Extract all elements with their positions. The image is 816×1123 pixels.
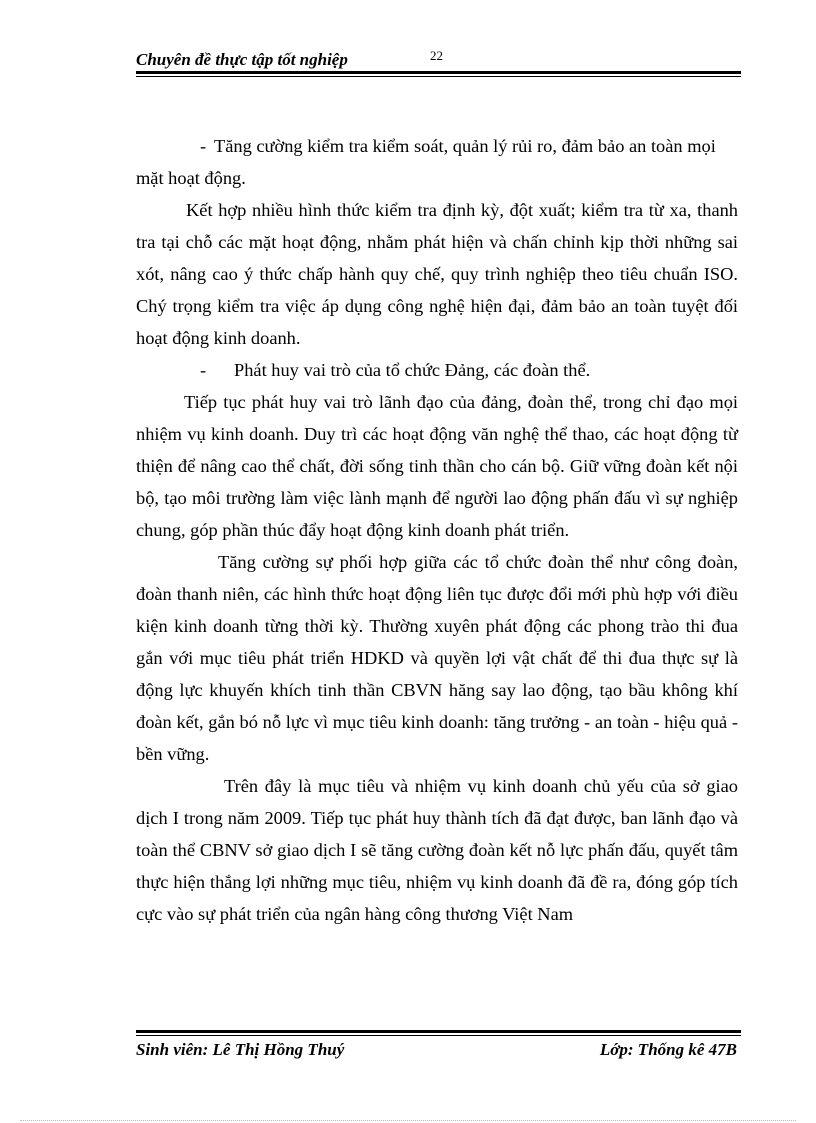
bullet-item-risk-control [136,130,738,162]
bullet-dash: - [200,360,207,380]
footer-class: Lớp: Thống kê 47B [599,1040,737,1059]
footer-student-name: Sinh viên: Lê Thị Hồng Thuý [136,1040,345,1059]
page-header [136,48,741,78]
bullet-text: Tăng cường kiểm tra kiểm soát, quản lý rủi ro, đảm bảo an toàn mọi [214,136,716,156]
page-number: 22 [430,48,443,63]
paragraph-inspection: Kết hợp nhiều hình thức kiểm tra định kỳ, đột xuất; kiểm tra từ xa, thanh tra tại chỗ các mặt hoạt động, nhằm phát hiện và chấn chỉnh kịp thời những sai xót, nâng cao ý thức chấp hành quy chế, quy trình nghiệp theo tiêu chuẩn ISO. Chý trọng kiểm tra việc áp dụng công nghệ hiện đại, đảm bảo an toàn tuyệt đối hoạt động kinh doanh. [136,200,738,348]
header-rule-thin [136,76,741,77]
paragraph-leadership: Tiếp tục phát huy vai trò lãnh đạo của đảng, đoàn thể, trong chỉ đạo mọi nhiệm vụ kinh doanh. Duy trì các hoạt động văn nghệ thể thao, các hoạt động từ thiện để nâng cao thể chất, đời sống tinh thần cho cán bộ. Giữ vững đoàn kết nội bộ, tạo môi trường làm việc lành mạnh để người lao động phấn đấu vì sự nghiệp chung, góp phần thúc đẩy hoạt động kinh doanh phát triển. [136,392,738,540]
bullet-text: Phát huy vai trò của tổ chức Đảng, các đoàn thể. [234,360,591,380]
bullet-text-continuation: mặt hoạt động. [136,168,246,188]
footer-rule-thick [136,1030,741,1033]
paragraph-coordination: Tăng cường sự phối hợp giữa các tổ chức đoàn thể như công đoàn, đoàn thanh niên, các hình thức hoạt động liên tục được đổi mới phù hợp với điều kiện kinh doanh từng thời kỳ. Thường xuyên phát động các phong trào thi đua gắn với mục tiêu phát triển HDKD và quyền lợi vật chất để thi đua thực sự là động lực khuyến khích tinh thần CBVN hăng say lao động, tạo bầu không khí đoàn kết, gắn bó nỗ lực vì mục tiêu kinh doanh: tăng trưởng - an toàn - hiệu quả - bền vững. [136,552,738,764]
footer-rule-thin [136,1035,741,1036]
page-bottom-border [20,1120,796,1121]
bullet-dash: - [200,136,207,156]
body-text [136,130,738,930]
header-rule-thick [136,71,741,74]
paragraph-conclusion: Trên đây là mục tiêu và nhiệm vụ kinh doanh chủ yếu của sở giao dịch I trong năm 2009. Tiếp tục phát huy thành tích đã đạt được, ban lãnh đạo và toàn thể CBNV sở giao dịch I sẽ tăng cường đoàn kết nỗ lực phấn đấu, quyết tâm thực hiện thắng lợi những mục tiêu, nhiệm vụ kinh doanh đã đề ra, đóng góp tích cực vào sự phát triển của ngân hàng công thương Việt Nam [136,776,738,924]
page-footer [136,1030,741,1070]
header-title: Chuyên đề thực tập tốt nghiệp [136,50,348,69]
bullet-item-party-role [136,354,738,386]
